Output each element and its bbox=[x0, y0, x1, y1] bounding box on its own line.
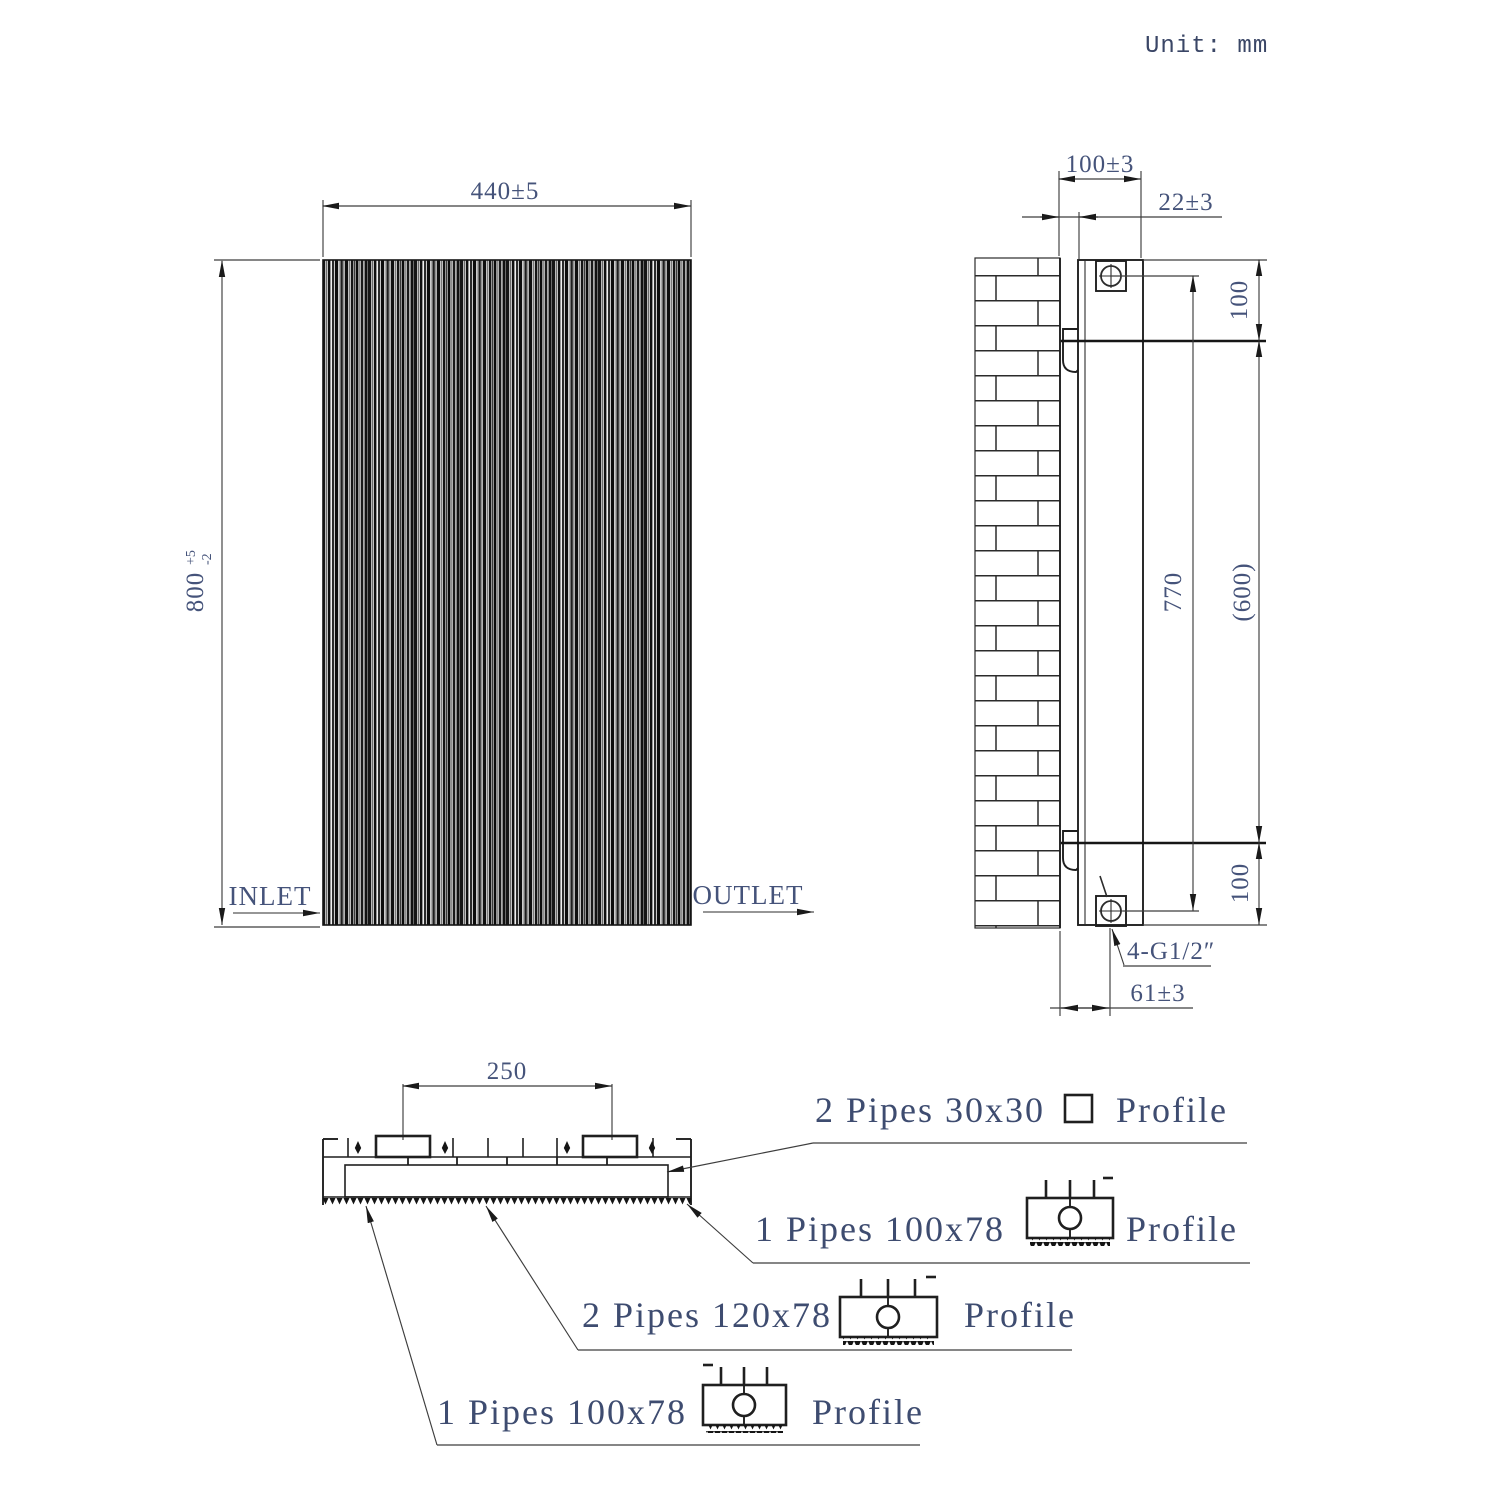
section-water-channel bbox=[345, 1165, 668, 1197]
side-wall-gap-dim-text: 22±3 bbox=[1158, 189, 1214, 216]
section-pitch-dimension bbox=[403, 1058, 612, 1140]
round-pipe-profile-icon bbox=[703, 1365, 786, 1433]
front-view bbox=[182, 178, 814, 927]
section-body bbox=[323, 1136, 691, 1206]
unit-label: Unit: mm bbox=[1145, 33, 1269, 60]
top-wall-bracket bbox=[1061, 329, 1266, 372]
callout-row-4 bbox=[437, 1365, 924, 1445]
front-height-dimension bbox=[182, 260, 320, 927]
radiator-front-panel bbox=[323, 260, 691, 925]
front-height-dim-text: 800 bbox=[182, 571, 209, 613]
side-pipe-centers-dimension bbox=[1112, 276, 1199, 911]
inlet-label: INLET bbox=[228, 881, 312, 911]
callout-4-prefix: 1 Pipes 100x78 bbox=[437, 1392, 688, 1432]
round-pipe-profile-icon bbox=[840, 1277, 937, 1345]
callout-1-prefix: 2 Pipes 30x30 bbox=[815, 1090, 1046, 1130]
front-width-dim-text: 440±5 bbox=[470, 178, 540, 205]
side-wall-gap-dimension bbox=[1022, 189, 1222, 259]
section-seam-markers bbox=[355, 1141, 655, 1154]
radiator-side-body bbox=[1078, 260, 1143, 925]
side-pipe-centers-dim-text: 770 bbox=[1160, 571, 1187, 613]
square-profile-icon bbox=[1065, 1095, 1092, 1122]
inlet-annotation bbox=[229, 881, 320, 913]
callouts bbox=[437, 1090, 1250, 1445]
callout-2-suffix: Profile bbox=[1126, 1209, 1238, 1249]
outlet-label: OUTLET bbox=[692, 880, 804, 910]
side-depth-dim-text: 100±3 bbox=[1065, 151, 1135, 178]
callout-3-suffix: Profile bbox=[964, 1295, 1076, 1335]
side-depth-dimension bbox=[1059, 151, 1141, 258]
side-bracket-centers-dim-text: (600) bbox=[1229, 562, 1256, 622]
section-chamber-separators bbox=[408, 1157, 607, 1165]
thread-callout bbox=[1112, 929, 1215, 966]
bottom-pipe-connection bbox=[1096, 876, 1126, 926]
side-bottom-offset-dim-text: 100 bbox=[1227, 862, 1254, 904]
outlet-annotation bbox=[693, 880, 814, 912]
callout-row-1 bbox=[813, 1090, 1247, 1143]
callout-row-3 bbox=[578, 1277, 1076, 1350]
callout-1-suffix: Profile bbox=[1116, 1090, 1228, 1130]
front-width-dimension bbox=[323, 178, 691, 257]
side-inlet-offset-dim-text: 61±3 bbox=[1130, 980, 1186, 1007]
front-height-tol-plus: +5 bbox=[184, 550, 199, 565]
wall-brick-section bbox=[975, 258, 1060, 928]
callout-4-suffix: Profile bbox=[812, 1392, 924, 1432]
callout-2-prefix: 1 Pipes 100x78 bbox=[755, 1209, 1006, 1249]
section-pitch-dim-text: 250 bbox=[486, 1058, 528, 1085]
front-height-tol-minus: -2 bbox=[200, 553, 215, 565]
section-fins bbox=[348, 1138, 653, 1157]
square-pipe-right bbox=[583, 1136, 637, 1157]
callout-row-2 bbox=[753, 1178, 1250, 1263]
callout-3-prefix: 2 Pipes 120x78 bbox=[582, 1295, 833, 1335]
thread-label: 4-G1/2″ bbox=[1127, 938, 1216, 965]
side-view bbox=[975, 151, 1267, 1016]
round-pipe-profile-icon bbox=[1027, 1178, 1113, 1246]
section-serrated-face bbox=[323, 1198, 691, 1206]
section-view bbox=[323, 1058, 813, 1445]
side-top-offset-dim-text: 100 bbox=[1226, 279, 1253, 321]
